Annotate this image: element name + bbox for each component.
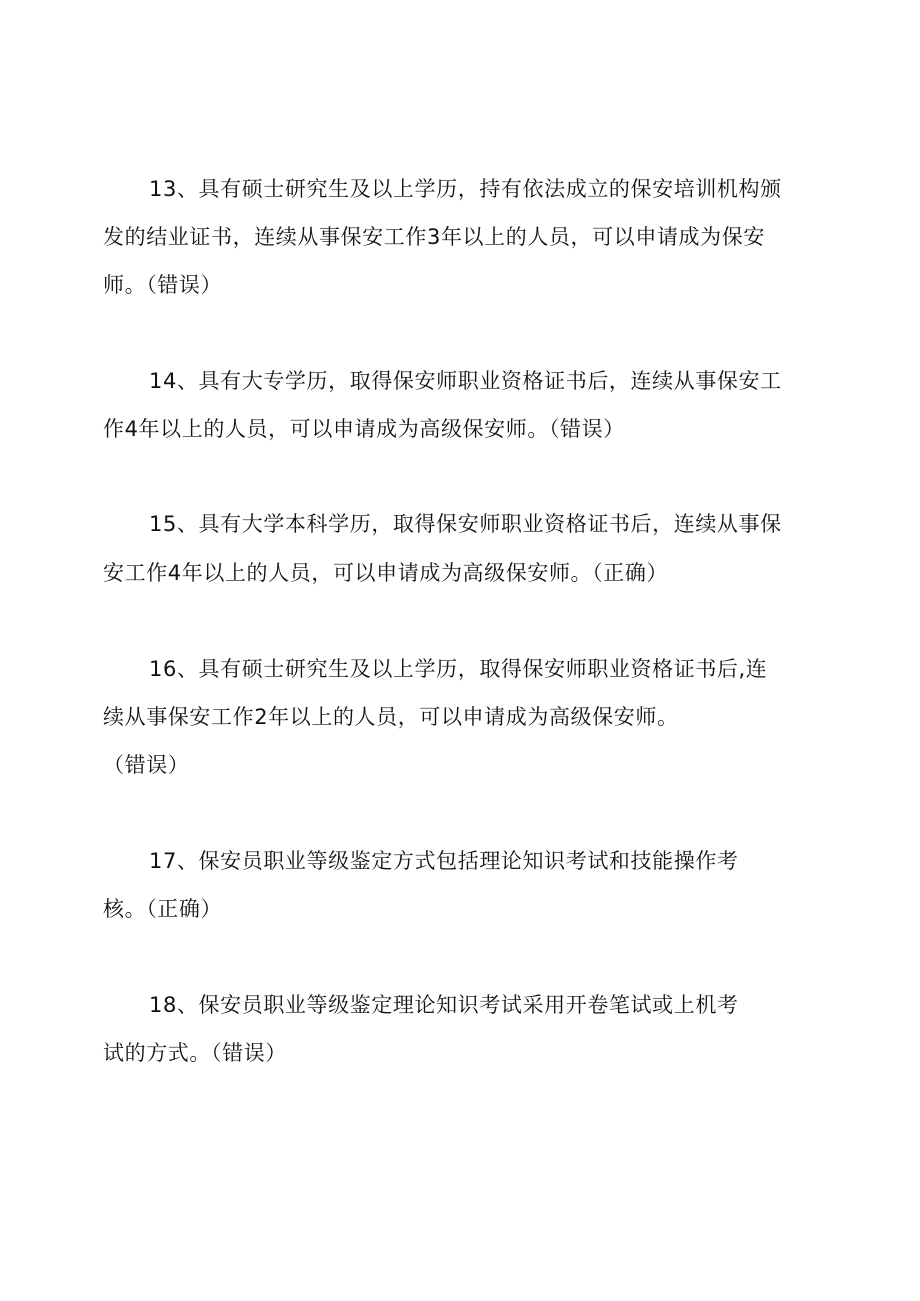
question-13-line-3: 师。（错误） xyxy=(103,273,223,297)
question-14-line-1: 14、具有大专学历，取得保安师职业资格证书后，连续从事保安工 xyxy=(149,369,782,393)
question-16-line-1: 16、具有硕士研究生及以上学历，取得保安师职业资格证书后,连 xyxy=(149,657,768,681)
question-17-line-2: 核。（正确） xyxy=(103,897,223,921)
question-17-line-1: 17、保安员职业等级鉴定方式包括理论知识考试和技能操作考 xyxy=(149,849,739,873)
question-15-line-1: 15、具有大学本科学历，取得保安师职业资格证书后，连续从事保 xyxy=(149,512,782,536)
question-14-line-2: 作4年以上的人员，可以申请成为高级保安师。（错误） xyxy=(103,417,625,441)
question-16-line-2: 续从事保安工作2年以上的人员，可以申请成为高级保安师。 xyxy=(103,705,679,729)
question-13-line-2: 发的结业证书，连续从事保安工作3年以上的人员，可以申请成为保安 xyxy=(103,225,765,249)
question-18-line-1: 18、保安员职业等级鉴定理论知识考试采用开卷笔试或上机考 xyxy=(149,993,739,1017)
question-13-line-1: 13、具有硕士研究生及以上学历，持有依法成立的保安培训机构颁 xyxy=(149,177,782,201)
question-18-line-2: 试的方式。（错误） xyxy=(103,1041,287,1065)
question-16-line-3: （错误） xyxy=(103,753,190,777)
question-15-line-2: 安工作4年以上的人员，可以申请成为高级保安师。（正确） xyxy=(103,561,669,585)
